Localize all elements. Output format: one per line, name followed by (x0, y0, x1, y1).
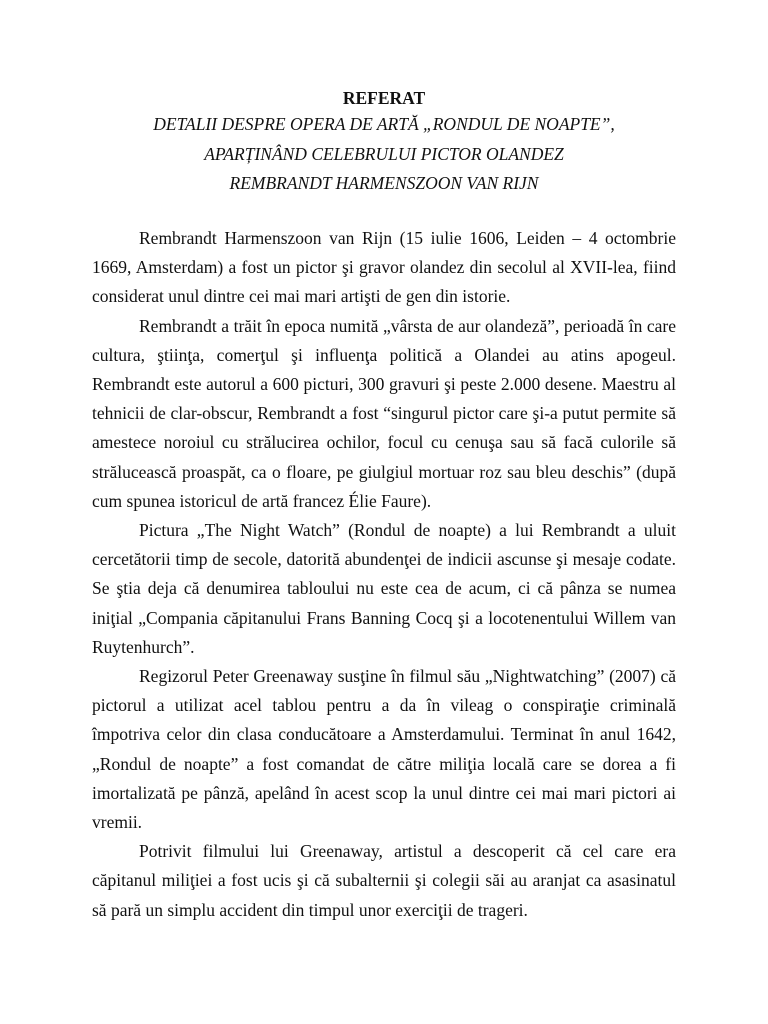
paragraph: Regizorul Peter Greenaway susţine în filmul său „Nightwatching” (2007) că pictorul a utilizat acel tablou pentru a da în vileag o conspiraţie criminală împotriva celor din clasa conducătoare a Amsterdamului. Terminat în anul 1642, „Rondul de noapte” a fost comandat de către miliţia locală care se dorea a fi imortalizată pe pânză, apelând în acest scop la unul dintre cei mai mari pictori ai vremii. (92, 666, 676, 833)
title-block (92, 86, 676, 199)
subtitle-line: REMBRANDT HARMENSZOON VAN RIJN (229, 173, 539, 193)
paragraph: Potrivit filmului lui Greenaway, artistul a descoperit că cel care era căpitanul miliţiei a fost ucis şi că subalternii şi colegii săi au aranjat ca asasinatul să pară un simplu accident din timpul unor exerciţii de trageri. (92, 841, 676, 920)
document-body (92, 224, 676, 925)
paragraph: Pictura „The Night Watch” (Rondul de noapte) a lui Rembrandt a uluit cercetătorii timp de secole, datorită abundenţei de indicii ascunse şi mesaje codate. Se ştia deja că denumirea tabloului nu este cea de acum, ci că pânza se numea iniţial „Compania căpitanului Frans Banning Cocq şi a locotenentului Willem van Ruytenhurch”. (92, 520, 676, 657)
subtitle-line: DETALII DESPRE OPERA DE ARTĂ „RONDUL DE NOAPTE”, (153, 114, 615, 134)
paragraph: Rembrandt a trăit în epoca numită „vârsta de aur olandeză”, perioadă în care cultura, ştiinţa, comerţul şi influenţa politică a Olandei au atins apogeul. Rembrandt este autorul a 600 picturi, 300 gravuri şi peste 2.000 desene. Maestru al tehnicii de clar-obscur, Rembrandt a fost “singurul pictor care şi-a putut permite să amestece noroiul cu strălucirea ochilor, focul cu cenuşa sau să facă culorile să strălucească proaspăt, ca o floare, pe giulgiul mortuar roz sau bleu deschis” (după cum spunea istoricul de artă francez Élie Faure). (92, 315, 676, 511)
paragraph: Rembrandt Harmenszoon van Rijn (15 iulie 1606, Leiden – 4 octombrie 1669, Amsterdam) a fost un pictor şi gravor olandez din secolul al XVII-lea, fiind considerat unul dintre cei mai mari artişti de gen din istorie. (92, 228, 676, 307)
document-title: REFERAT (342, 88, 426, 108)
subtitle-line: APARȚINÂND CELEBRULUI PICTOR OLANDEZ (204, 143, 564, 164)
